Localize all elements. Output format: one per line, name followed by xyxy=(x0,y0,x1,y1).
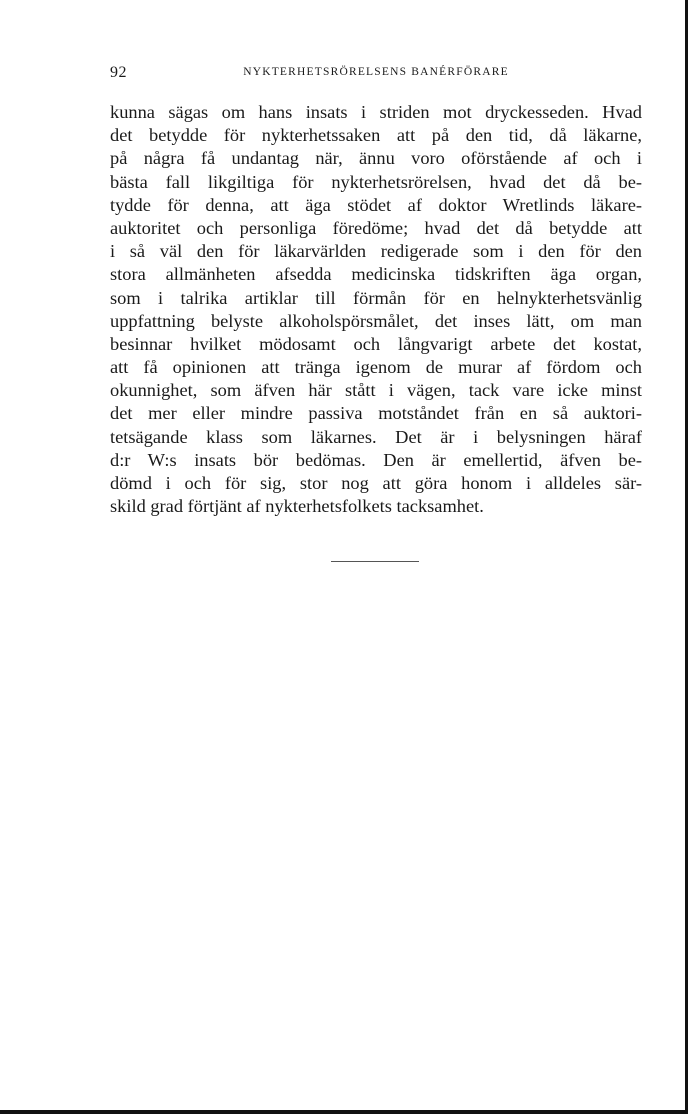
text-line: stora allmänheten afsedda medicinska tidskriften äga organ, xyxy=(110,264,642,285)
text-line: d:r W:s insats bör bedömas. Den är emellertid, äfven be- xyxy=(110,449,642,470)
text-line: besinnar hvilket mödosamt och långvarigt arbete det kostat, xyxy=(110,333,642,354)
running-title: NYKTERHETSRÖRELSENS BANÉRFÖRARE xyxy=(243,66,509,78)
section-end-rule xyxy=(331,561,419,562)
running-head xyxy=(110,64,642,84)
text-line: det mer eller mindre passiva motståndet från en så auktori- xyxy=(110,403,642,424)
page-edge-bottom xyxy=(0,1110,688,1114)
text-line: det betydde för nykterhetssaken att på den tid, då läkarne, xyxy=(110,125,642,146)
page-number: 92 xyxy=(110,64,127,81)
text-line: i så väl den för läkarvärlden redigerade som i den för den xyxy=(110,241,642,262)
text-line: auktoritet och personliga föredöme; hvad det då betydde att xyxy=(110,217,642,238)
text-line: som i talrika artiklar till förmån för en helnykterhetsvänlig xyxy=(110,287,642,308)
text-line: på några få undantag när, ännu voro oförstående af och i xyxy=(110,148,642,169)
text-line: okunnighet, som äfven här stått i vägen, tack vare icke minst xyxy=(110,380,642,401)
text-line: skild grad förtjänt af nykterhetsfolkets tacksamhet. xyxy=(110,496,484,517)
text-line: att få opinionen att tränga igenom de murar af fördom och xyxy=(110,357,642,378)
text-line: uppfattning belyste alkoholspörsmålet, det inses lätt, om man xyxy=(110,310,642,331)
text-line: kunna sägas om hans insats i striden mot dryckesseden. Hvad xyxy=(110,102,642,122)
body-paragraph xyxy=(110,101,642,518)
text-line: tydde för denna, att äga stödet af doktor Wretlinds läkare- xyxy=(110,194,642,215)
text-line: dömd i och för sig, stor nog att göra honom i alldeles sär- xyxy=(110,473,642,493)
text-line: bästa fall likgiltiga för nykterhetsrörelsen, hvad det då be- xyxy=(110,171,642,192)
text-line: tetsägande klass som läkarnes. Det är i belysningen häraf xyxy=(110,426,642,447)
